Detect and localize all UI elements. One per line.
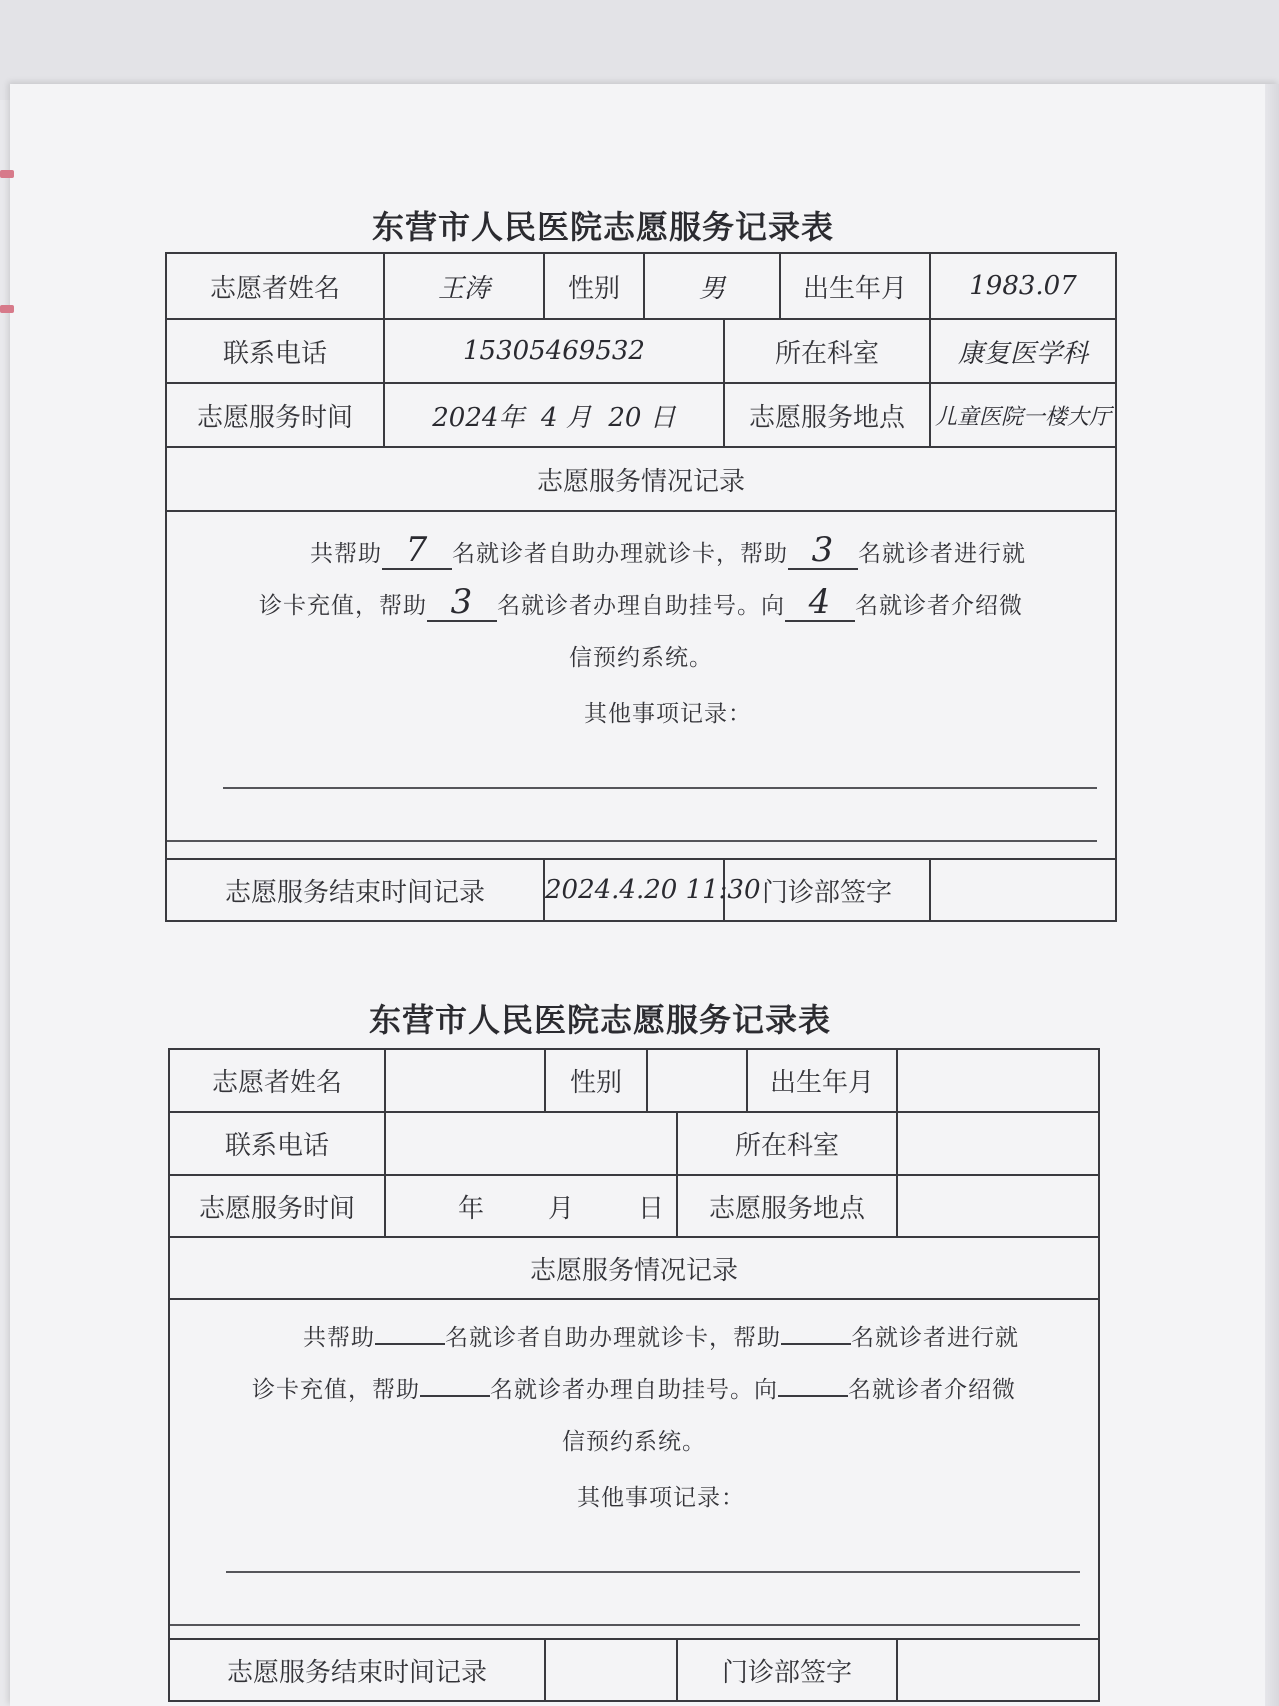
signature-value[interactable] — [897, 1639, 1099, 1701]
gender-value[interactable] — [647, 1049, 747, 1112]
signature-label: 门诊部签字 — [724, 859, 930, 921]
month-unit: 月 — [565, 402, 592, 433]
service-time-value[interactable] — [385, 1175, 677, 1237]
birth-value: 1983.07 — [930, 253, 1116, 319]
gender-value: 男 — [644, 253, 780, 319]
service-time-value — [384, 383, 724, 447]
form-title: 东营市人民医院志愿服务记录表 — [371, 208, 834, 246]
day-unit: 日 — [638, 1193, 665, 1224]
service-record-body — [166, 511, 1116, 859]
birth-label: 出生年月 — [747, 1049, 897, 1112]
signature-label: 门诊部签字 — [677, 1639, 897, 1701]
writing-line — [167, 839, 1097, 842]
name-value[interactable] — [385, 1049, 545, 1112]
department-label: 所在科室 — [677, 1112, 897, 1175]
name-label: 志愿者姓名 — [169, 1049, 385, 1112]
paragraph-line: 信预约系统。 — [569, 645, 713, 671]
recharge-count-blank[interactable] — [781, 1343, 851, 1345]
service-day: 20 — [608, 402, 642, 433]
gender-label: 性别 — [544, 253, 644, 319]
name-value: 王涛 — [384, 253, 544, 319]
signature-value — [930, 859, 1116, 921]
end-time-label: 志愿服务结束时间记录 — [169, 1639, 545, 1701]
service-time-label: 志愿服务时间 — [166, 383, 384, 447]
service-month: 4 — [540, 402, 558, 433]
section-header: 志愿服务情况记录 — [169, 1237, 1099, 1299]
paragraph-line: 信预约系统。 — [562, 1429, 706, 1455]
name-label: 志愿者姓名 — [166, 253, 384, 319]
birth-label: 出生年月 — [780, 253, 930, 319]
card-issue-count-blank[interactable] — [375, 1343, 445, 1345]
day-unit: 日 — [649, 402, 676, 433]
paragraph-line: 共帮助 名就诊者自助办理就诊卡，帮助 名就诊者进行就 — [303, 1325, 1019, 1351]
service-place-value: 儿童医院一楼大厅 — [930, 383, 1116, 447]
recharge-count-blank: 3 — [788, 536, 858, 570]
writing-line — [170, 1623, 1080, 1626]
year-unit: 年 — [498, 402, 525, 433]
paragraph-line: 诊卡充值，帮助 名就诊者办理自助挂号。向 名就诊者介绍微 — [252, 1377, 1016, 1403]
service-place-label: 志愿服务地点 — [724, 383, 930, 447]
other-matters-label: 其他事项记录： — [577, 1485, 745, 1511]
service-time-label: 志愿服务时间 — [169, 1175, 385, 1237]
phone-value[interactable] — [385, 1112, 677, 1175]
service-place-label: 志愿服务地点 — [677, 1175, 897, 1237]
record-table — [165, 252, 1117, 922]
writing-line — [226, 1570, 1080, 1573]
service-record-body — [169, 1299, 1099, 1639]
writing-line — [223, 786, 1097, 789]
department-value[interactable] — [897, 1112, 1099, 1175]
form-title: 东营市人民医院志愿服务记录表 — [368, 1001, 831, 1039]
service-place-value[interactable] — [897, 1175, 1099, 1237]
end-time-value: 2024.4.20 11:30 — [544, 859, 724, 921]
month-unit: 月 — [547, 1193, 574, 1224]
other-matters-label: 其他事项记录： — [584, 701, 752, 727]
wechat-count-blank: 4 — [785, 588, 855, 622]
department-label: 所在科室 — [724, 319, 930, 383]
red-mark — [0, 305, 14, 313]
service-year: 2024 — [432, 402, 499, 433]
paragraph-line: 共帮助 7 名就诊者自助办理就诊卡，帮助 3 名就诊者进行就 — [310, 530, 1026, 570]
section-header: 志愿服务情况记录 — [166, 447, 1116, 511]
phone-label: 联系电话 — [166, 319, 384, 383]
paragraph-line: 诊卡充值，帮助 3 名就诊者办理自助挂号。向 4 名就诊者介绍微 — [259, 582, 1023, 622]
red-mark — [0, 170, 14, 178]
card-issue-count-blank: 7 — [382, 536, 452, 570]
wechat-count-blank[interactable] — [778, 1395, 848, 1397]
gender-label: 性别 — [545, 1049, 647, 1112]
department-value: 康复医学科 — [930, 319, 1116, 383]
birth-value[interactable] — [897, 1049, 1099, 1112]
registration-count-blank: 3 — [427, 588, 497, 622]
page-edge — [1265, 84, 1279, 1706]
record-table — [168, 1048, 1100, 1702]
registration-count-blank[interactable] — [420, 1395, 490, 1397]
phone-label: 联系电话 — [169, 1112, 385, 1175]
phone-value: 15305469532 — [384, 319, 724, 383]
year-unit: 年 — [457, 1193, 484, 1224]
end-time-label: 志愿服务结束时间记录 — [166, 859, 544, 921]
end-time-value[interactable] — [545, 1639, 677, 1701]
